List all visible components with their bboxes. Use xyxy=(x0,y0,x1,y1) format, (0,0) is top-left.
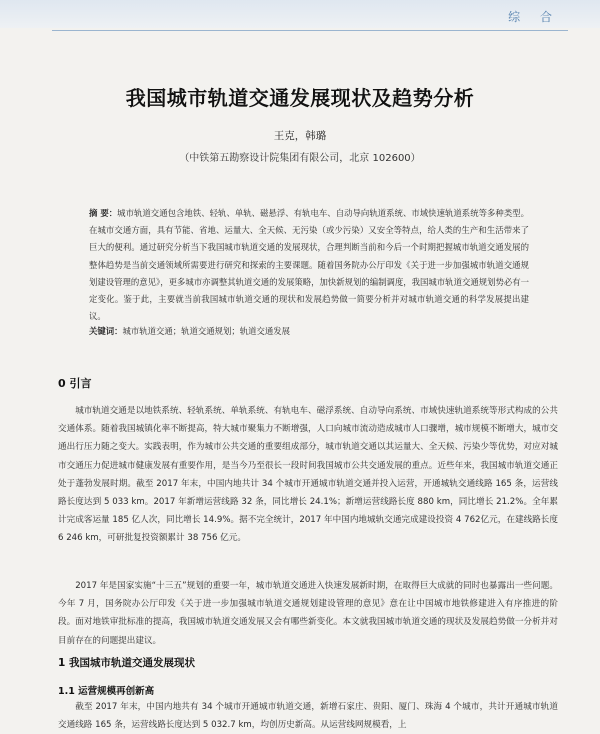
paper-title: 我国城市轨道交通发展现状及趋势分析 xyxy=(125,86,475,110)
section-1-1-heading: 1.1 运营规模再创新高 xyxy=(58,686,155,697)
abstract xyxy=(89,205,529,325)
abstract-text: 城市轨道交通包含地铁、轻轨、单轨、磁悬浮、有轨电车、自动导向轨道系统、市域快速轨道系统等多种类型。在城市交通方面，具有节能、省地、运量大、全天候、无污染（或少污染）又安全等特点，给人类的生产和生活带来了巨大的便利。通过研究分析当下我国城市轨道交通的发展现状，合理判断当前和今后一个时期把握城市轨道交通发展的整体趋势是当前交通领域所需要进行研究和探索的主要课题。随着国务院办公厅印发《关于进一步加强城市轨道交通规划建设管理的意见》，更多城市亦调整其轨道交通的发展策略，加快新规划的编制调度，我国城市轨道交通规划势必有一定变化。鉴于此，主要就当前我国城市轨道交通的现状和发展趋势做一简要分析并对城市轨道交通的科学发展提出建议。 xyxy=(89,208,529,322)
abstract-label: 摘 要： xyxy=(89,208,118,218)
keywords-text: 城市轨道交通；轨道交通规划；轨道交通发展 xyxy=(122,326,290,336)
keywords xyxy=(89,325,529,337)
intro-paragraph-1: 城市轨道交通是以地铁系统、轻轨系统、单轨系统、有轨电车、磁浮系统、自动导向系统、市域快速轨道系统等形式构成的公共交通体系。随着我国城镇化率不断提高，特大城市聚集力不断增强，人口向城市流动造成城市人口骤增，城市规模不断增大，城市交通出行压力随之变大。实践表明，作为城市公共交通的重要组成部分，城市轨道交通以其运量大、全天候、污染少等优势，对应对城市交通压力促进城市健康发展有重要作用，是当今乃至很长一段时间我国城市公共交通发展的重点。近些年来，我国城市轨道交通正处于蓬勃发展时期。截至 2017 年末，中国内地共计 34 个城市开通城市轨道交通并投入运营，开通城轨交通线路 165 条，运营线路长度达到 5 033 km。2017 年新增运营线路 32 条，同比增长 24.1%；新增运营线路长度 880 km，同比增长 21.2%。全年累计完成客运量 185 亿人次，同比增长 14.9%。据不完全统计，2017 年中国内地城轨交通完成建设投资 4 762亿元，在建线路长度 6 246 km，可研批复投资额累计 38 756 亿元。 xyxy=(58,406,558,544)
header-rule xyxy=(52,30,568,31)
affiliation: （中铁第五勘察设计院集团有限公司，北京 102600） xyxy=(179,153,421,164)
section-tag: 综 合 xyxy=(508,10,560,24)
intro-heading: 0 引言 xyxy=(58,377,92,390)
authors: 王克，韩璐 xyxy=(273,130,327,142)
section-1-1-paragraph: 截至 2017 年末，中国内地共有 34 个城市开通城市轨道交通，新增石家庄、贵阳、厦门、珠海 4 个城市，共计开通城市轨道交通线路 165 条，运营线路长度达到 5 032.7 km，均创历史新高。从运营线网规模看，上 xyxy=(58,702,558,731)
keywords-label: 关键词： xyxy=(89,326,123,336)
intro-paragraph-2: 2017 年是国家实施“十三五”规划的重要一年，城市轨道交通进入快速发展新时期，在取得巨大成就的同时也暴露出一些问题。今年 7 月，国务院办公厅印发《关于进一步加强城市轨道交通规划建设管理的意见》意在让中国城市地铁修建进入有序推进的阶段。面对地铁审批标准的提高，我国城市轨道交通发展又会有哪些新变化。本文就我国城市轨道交通的现状及发展趋势做一分析并对目前存在的问题提出建议。 xyxy=(58,581,558,646)
section-1-heading: 1 我国城市轨道交通发展现状 xyxy=(58,657,195,669)
